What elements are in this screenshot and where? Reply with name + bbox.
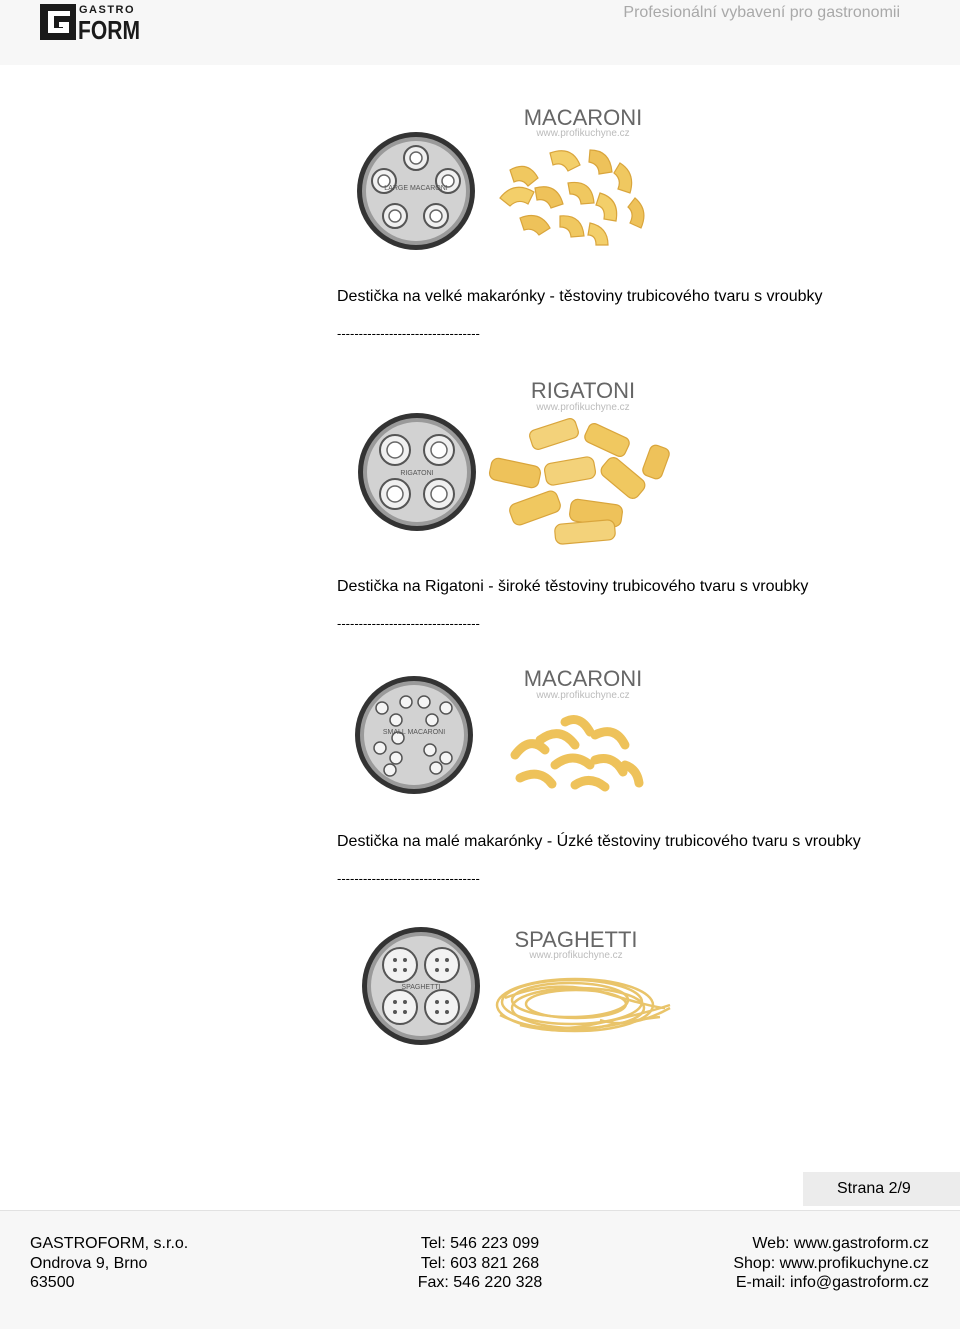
page-number: Strana 2/9 [837, 1180, 911, 1197]
fax-number: Fax: 546 220 328 [417, 1274, 543, 1291]
die-label: SMALL MACARONI [382, 729, 446, 736]
street-address: Ondrova 9, Brno [30, 1254, 148, 1272]
product-image-large-macaroni [350, 98, 770, 258]
page-footer [0, 1210, 960, 1329]
die-plate-icon [358, 413, 476, 531]
phone-1: Tel: 546 223 099 [420, 1235, 540, 1252]
separator-line: --------------------------------- [337, 326, 480, 341]
watermark-text: www.profikuchyne.cz [536, 128, 630, 139]
logo-text-top: GASTRO [79, 4, 136, 16]
company-name: GASTROFORM, s.r.o. [30, 1235, 189, 1252]
phone-2: Tel: 603 821 268 [420, 1254, 540, 1272]
footer-web [733, 1234, 929, 1293]
logo-text-bottom: FORM [78, 15, 140, 45]
header-tagline: Profesionální vybavení pro gastronomii [623, 4, 900, 21]
small-macaroni-pasta-icon [515, 720, 639, 787]
watermark-text: www.profikuchyne.cz [536, 402, 630, 413]
spaghetti-pasta-icon [497, 979, 670, 1031]
web-link[interactable]: Web: www.gastroform.cz [752, 1235, 929, 1252]
footer-phones [417, 1234, 543, 1293]
page-number-box [803, 1172, 960, 1206]
image-title: RIGATONI [530, 378, 636, 403]
image-title: MACARONI [523, 666, 643, 691]
image-title: MACARONI [523, 105, 643, 130]
separator-line: --------------------------------- [337, 871, 480, 886]
zip-code: 63500 [30, 1274, 75, 1291]
die-plate-icon [355, 676, 473, 794]
product-image-small-macaroni [350, 660, 770, 800]
die-label: LARGE MACARONI [384, 185, 448, 192]
rigatoni-pasta-icon [488, 417, 671, 545]
shop-link[interactable]: Shop: www.profikuchyne.cz [733, 1254, 929, 1272]
die-label: RIGATONI [400, 470, 434, 477]
image-title: SPAGHETTI [514, 927, 638, 952]
footer-address [30, 1234, 188, 1293]
product-caption-large-macaroni: Destička na velké makarónky - těstoviny trubicového tvaru s vroubky [337, 288, 823, 305]
watermark-text: www.profikuchyne.cz [536, 690, 630, 701]
die-label: SPAGHETTI [401, 984, 441, 991]
watermark-text: www.profikuchyne.cz [529, 950, 623, 961]
product-caption-rigatoni: Destička na Rigatoni - široké těstoviny trubicového tvaru s vroubky [337, 578, 809, 595]
gastroform-logo [40, 2, 142, 45]
product-caption-small-macaroni: Destička na malé makarónky - Úzké těstoviny trubicového tvaru s vroubky [337, 833, 861, 850]
separator-line: --------------------------------- [337, 616, 480, 631]
product-image-spaghetti [350, 920, 770, 1060]
die-plate-icon [362, 927, 480, 1045]
product-image-rigatoni [350, 372, 770, 552]
macaroni-pasta-icon [500, 150, 644, 245]
page-header [0, 0, 960, 65]
email-link[interactable]: E-mail: info@gastroform.cz [735, 1274, 929, 1291]
die-plate-icon [357, 132, 475, 250]
